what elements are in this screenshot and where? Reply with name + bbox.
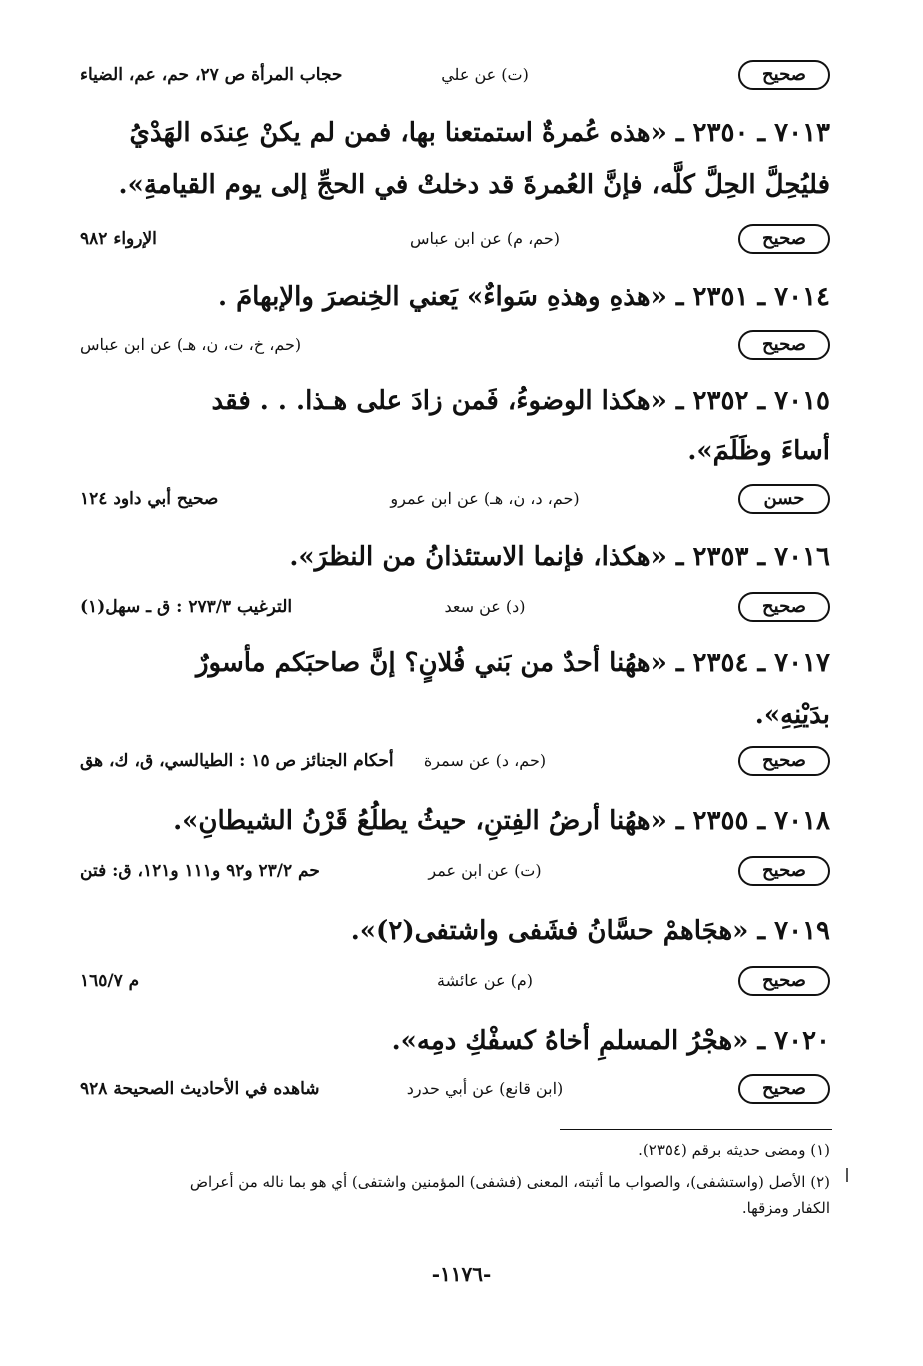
hadith-text: ٧٠١٥ ـ ٢٣٥٢ ـ «هكذا الوضوءُ، فَمن زادَ على هـذا. . . فقد (211, 386, 830, 416)
grade-badge: صحيح (738, 746, 830, 776)
reference-text: صحيح أبي داود ١٢٤ (80, 489, 219, 509)
reference-text: حم ٢٣/٢ و٩٢ و١١١ و١٢١، ق: فتن (80, 861, 320, 881)
hadith-text: ٧٠١٤ ـ ٢٣٥١ ـ «هذهِ وهذهِ سَواءٌ» يَعني الخِنصرَ والإبهامَ . (217, 282, 830, 312)
reference-text: شاهده في الأحاديث الصحيحة ٩٢٨ (80, 1079, 320, 1099)
margin-mark (846, 1168, 848, 1182)
reference-text: م ١٦٥/٧ (80, 971, 140, 991)
hadith-meta-row (80, 328, 830, 362)
grade-badge: صحيح (738, 1074, 830, 1104)
grade-badge: صحيح (738, 856, 830, 886)
source-text: (حم، م) عن ابن عباس (409, 229, 561, 248)
source-text: (حم، خ، ت، ن، هـ) عن ابن عباس (80, 335, 302, 354)
hadith-meta-row (80, 1072, 830, 1106)
source-text: (ابن قانع) عن أبي حدرد (406, 1079, 564, 1098)
hadith-meta-row (80, 222, 830, 256)
grade-badge: صحيح (738, 966, 830, 996)
hadith-text: ٧٠١٦ ـ ٢٣٥٣ ـ «هكذا، فإنما الاستئذانُ من النظرَ». (289, 542, 830, 572)
hadith-text: ٧٠١٩ ـ «هجَاهمْ حسَّانُ فشَفى واشتفى(٢)». (350, 916, 830, 946)
reference-text: أحكام الجنائز ص ١٥ : الطيالسي، ق، ك، هق (80, 751, 394, 771)
grade-badge: صحيح (738, 592, 830, 622)
grade-badge: حسن (738, 484, 830, 514)
hadith-meta-row (80, 744, 830, 778)
grade-badge: صحيح (738, 224, 830, 254)
source-text: (حم، د، ن، هـ) عن ابن عمرو (390, 489, 580, 508)
source-text: (ت) عن ابن عمر (428, 861, 542, 880)
footnote-divider (560, 1129, 832, 1130)
reference-text: حجاب المرأة ص ٢٧، حم، عم، الضياء (80, 65, 343, 85)
footnote: (٢) الأصل (واستشفى)، والصواب ما أثبته، المعنى (فشفى) المؤمنين واشتفى) أي هو بما ناله من أعراض (189, 1173, 830, 1191)
hadith-text: ٧٠١٨ ـ ٢٣٥٥ ـ «ههُنا أرضُ الفِتنِ، حيثُ يطلُعُ قَرْنُ الشيطانِ». (173, 806, 830, 836)
hadith-meta-row (80, 482, 830, 516)
hadith-meta-row (80, 58, 830, 92)
hadith-meta-row (80, 964, 830, 998)
hadith-text: ٧٠٢٠ ـ «هجْرُ المسلمِ أخاهُ كسفْكِ دمِه». (391, 1026, 830, 1056)
source-text: (حم، د) عن سمرة (423, 751, 547, 770)
grade-badge: صحيح (738, 60, 830, 90)
hadith-text: ٧٠١٣ ـ ٢٣٥٠ ـ «هذه عُمرةٌ استمتعنا بها، فمن لم يكنْ عِندَه الهَدْيُ (129, 118, 830, 148)
reference-text: الترغيب ٢٧٣/٣ : ق ـ سهل(١) (80, 597, 293, 617)
source-text: (م) عن عائشة (436, 971, 533, 990)
hadith-meta-row (80, 590, 830, 624)
hadith-text: بدَيْنِهِ». (754, 700, 830, 730)
hadith-text: ٧٠١٧ ـ ٢٣٥٤ ـ «ههُنا أحدٌ من بَني فُلانٍ؟ إنَّ صاحبَكم مأسورٌ (195, 648, 830, 678)
footnote: (١) ومضى حديثه برقم (٢٣٥٤). (638, 1141, 830, 1159)
grade-badge: صحيح (738, 330, 830, 360)
footnote: الكفار ومزقها. (741, 1199, 830, 1217)
hadith-text: أساءَ وظَلَمَ». (687, 436, 830, 466)
reference-text: الإرواء ٩٨٢ (80, 229, 157, 249)
page-number: -١١٧٦- (431, 1262, 492, 1286)
source-text: (ت) عن علي (441, 65, 529, 84)
hadith-text: فليُحِلَّ الحِلَّ كلَّه، فإنَّ العُمرةَ قد دخلتْ في الحجِّ إلى يوم القيامةِ». (118, 170, 830, 200)
source-text: (د) عن سعد (444, 597, 526, 616)
hadith-meta-row (80, 854, 830, 888)
